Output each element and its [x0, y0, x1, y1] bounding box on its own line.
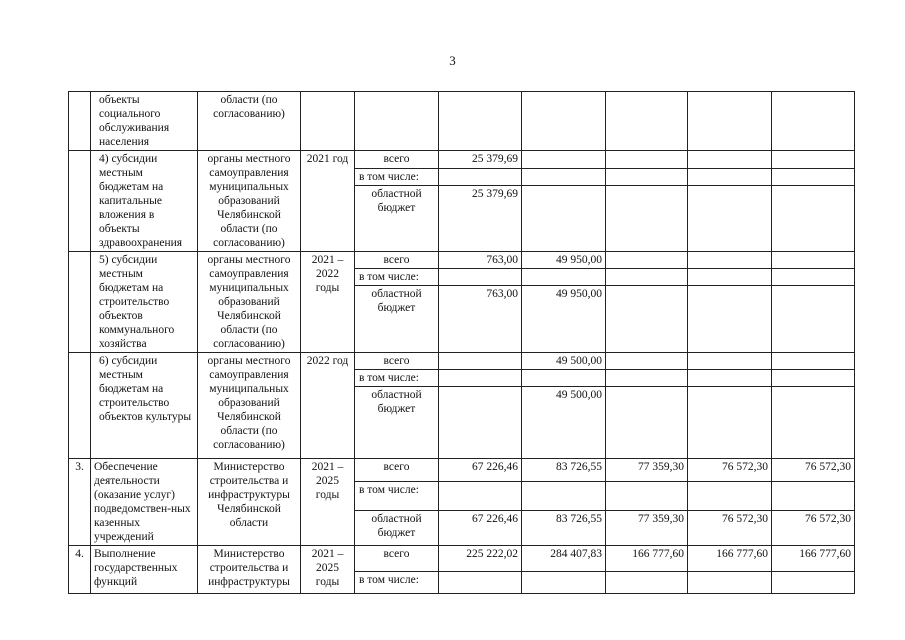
- value-cell: [606, 353, 688, 370]
- value-cell: 67 226,46: [439, 510, 522, 545]
- value-cell: [606, 387, 688, 459]
- value-cell: 284 407,83: [522, 546, 606, 572]
- source-included: в том числе:: [355, 370, 439, 387]
- page-number: 3: [449, 53, 456, 68]
- executor-cell: органы местного самоуправления муниципальных образований Челябинской области (по согласованию): [198, 151, 301, 252]
- value-cell: 49 950,00: [522, 252, 606, 269]
- value-cell: [522, 186, 606, 252]
- value-cell: 76 572,30: [688, 459, 772, 482]
- source-region: областной бюджет: [355, 186, 439, 252]
- value-cell: 166 777,60: [606, 546, 688, 572]
- value-cell: [688, 387, 772, 459]
- name-cell: объекты социального обслуживания населения: [91, 92, 198, 151]
- value-cell: [606, 286, 688, 353]
- source-total: всего: [355, 252, 439, 269]
- value-cell: [439, 353, 522, 370]
- executor-cell: области (по согласованию): [198, 92, 301, 151]
- source-total: всего: [355, 353, 439, 370]
- term-cell: 2022 год: [301, 353, 355, 459]
- source-region: областной бюджет: [355, 387, 439, 459]
- value-cell: 763,00: [439, 252, 522, 269]
- name-cell: Выполнение государственных функций: [91, 546, 198, 594]
- value-cell: [606, 151, 688, 169]
- value-cell: 76 572,30: [772, 510, 855, 545]
- source-included: в том числе:: [355, 572, 439, 594]
- value-cell: [772, 387, 855, 459]
- value-cell: [439, 387, 522, 459]
- table-row: [69, 151, 855, 169]
- value-cell: [606, 252, 688, 269]
- table-row: [69, 252, 855, 269]
- value-cell: [772, 353, 855, 370]
- value-cell: [772, 186, 855, 252]
- value-cell: 763,00: [439, 286, 522, 353]
- source-region: областной бюджет: [355, 286, 439, 353]
- term-cell: 2021 – 2025 годы: [301, 459, 355, 546]
- value-cell: [688, 252, 772, 269]
- value-cell: [772, 252, 855, 269]
- executor-cell: Министерство строительства и инфраструктуры Челябинской области: [198, 459, 301, 546]
- value-cell: 49 500,00: [522, 387, 606, 459]
- value-cell: [606, 186, 688, 252]
- name-cell: 6) субсидии местным бюджетам на строительство объектов культуры: [91, 353, 198, 459]
- num-cell: [69, 92, 91, 151]
- value-cell: 67 226,46: [439, 459, 522, 482]
- value-cell: [522, 151, 606, 169]
- value-cell: 25 379,69: [439, 186, 522, 252]
- value-cell: [772, 151, 855, 169]
- value-cell: [688, 186, 772, 252]
- value-cell: 76 572,30: [772, 459, 855, 482]
- name-cell: 4) субсидии местным бюджетам на капитальные вложения в объекты здравоохранения: [91, 151, 198, 252]
- name-cell: 5) субсидии местным бюджетам на строительство объектов коммунального хозяйства: [91, 252, 198, 353]
- value-cell: 76 572,30: [688, 510, 772, 545]
- value-cell: [688, 151, 772, 169]
- name-cell: Обеспечение деятельности (оказание услуг) подведомствен-ных казенных учреждений: [91, 459, 198, 546]
- budget-table: [68, 91, 855, 594]
- value-cell: [772, 286, 855, 353]
- table-row: [69, 353, 855, 370]
- row-number: 3.: [69, 459, 91, 546]
- executor-cell: органы местного самоуправления муниципальных образований Челябинской области (по согласованию): [198, 353, 301, 459]
- executor-cell: Министерство строительства и инфраструктуры: [198, 546, 301, 594]
- executor-cell: органы местного самоуправления муниципальных образований Челябинской области (по согласованию): [198, 252, 301, 353]
- table-row: [69, 92, 855, 151]
- value-cell: 25 379,69: [439, 151, 522, 169]
- term-cell: 2021 год: [301, 151, 355, 252]
- source-region: областной бюджет: [355, 510, 439, 545]
- value-cell: 77 359,30: [606, 510, 688, 545]
- source-total: всего: [355, 151, 439, 169]
- value-cell: [688, 353, 772, 370]
- value-cell: 166 777,60: [688, 546, 772, 572]
- table-row: [69, 546, 855, 572]
- value-cell: 166 777,60: [772, 546, 855, 572]
- term-cell: 2021 – 2022 годы: [301, 252, 355, 353]
- value-cell: 83 726,55: [522, 510, 606, 545]
- value-cell: 77 359,30: [606, 459, 688, 482]
- value-cell: 49 950,00: [522, 286, 606, 353]
- table-row: [69, 459, 855, 482]
- source-included: в том числе:: [355, 269, 439, 286]
- row-number: 4.: [69, 546, 91, 594]
- value-cell: 49 500,00: [522, 353, 606, 370]
- source-included: в том числе:: [355, 168, 439, 186]
- value-cell: 83 726,55: [522, 459, 606, 482]
- term-cell: 2021 – 2025 годы: [301, 546, 355, 594]
- source-included: в том числе:: [355, 481, 439, 510]
- value-cell: 225 222,02: [439, 546, 522, 572]
- source-total: всего: [355, 459, 439, 482]
- source-total: всего: [355, 546, 439, 572]
- value-cell: [688, 286, 772, 353]
